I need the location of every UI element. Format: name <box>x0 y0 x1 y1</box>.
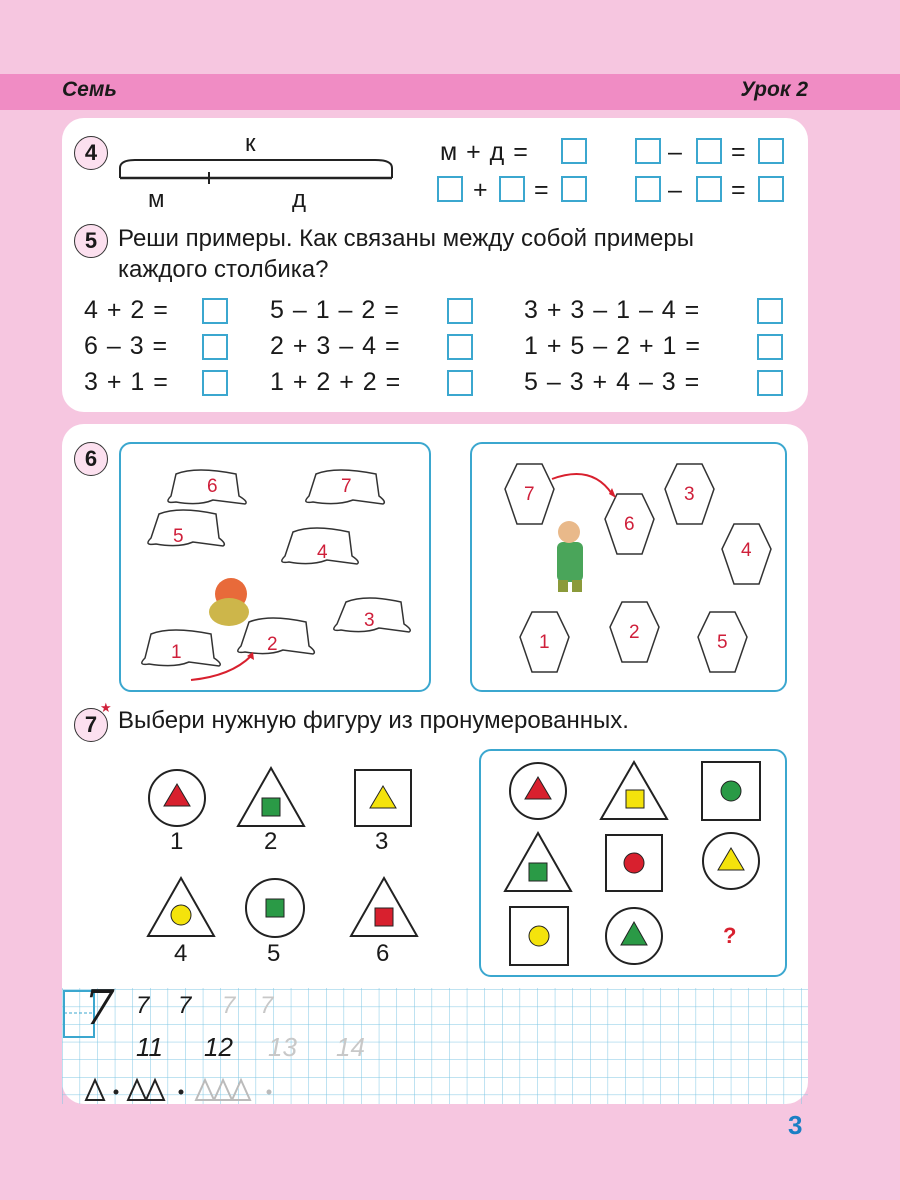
equals-sign: = <box>534 176 550 204</box>
lantern-number: 4 <box>741 540 752 561</box>
stump-number: 6 <box>207 476 218 497</box>
example-expr: 2 + 3 – 4 = <box>270 332 401 360</box>
copy-digit: 7 <box>178 992 192 1019</box>
task-7-text: Выбери нужную фигуру из пронумерованных. <box>118 707 629 734</box>
stump-number: 3 <box>364 610 375 631</box>
lantern-number: 1 <box>539 632 550 653</box>
lesson-title: Урок 2 <box>740 78 808 101</box>
stump-number: 7 <box>341 476 352 497</box>
equals-sign: = <box>731 176 747 204</box>
shape-puzzle <box>479 749 787 977</box>
stumps-picture <box>119 442 431 692</box>
task-6-number: 6 <box>74 442 108 476</box>
answer-box[interactable] <box>758 176 784 202</box>
example-expr: 4 + 2 = <box>84 296 169 324</box>
answer-box[interactable] <box>202 334 228 360</box>
option-number: 3 <box>375 828 389 855</box>
answer-box[interactable] <box>202 370 228 396</box>
example-expr: 3 + 3 – 1 – 4 = <box>524 296 701 324</box>
task4-expr-md: м + д = <box>440 138 529 166</box>
segment-diagram <box>115 150 400 190</box>
lantern-number: 2 <box>629 622 640 643</box>
example-expr: 6 – 3 = <box>84 332 169 360</box>
answer-box[interactable] <box>561 176 587 202</box>
writing-grid <box>62 980 808 1104</box>
lantern-number: 5 <box>717 632 728 653</box>
trace-digit: 7 <box>222 992 236 1019</box>
lantern-number: 6 <box>624 514 635 535</box>
task-5-number: 5 <box>74 224 108 258</box>
option-number: 6 <box>376 940 390 967</box>
plus-sign: + <box>473 176 489 204</box>
minus-sign: – <box>668 176 683 204</box>
number-write: 11 <box>136 1032 163 1062</box>
minus-sign: – <box>668 138 683 166</box>
stump-number: 2 <box>267 634 278 655</box>
number-trace: 13 <box>268 1032 297 1062</box>
task-5-text-line2: каждого столбика? <box>118 256 329 283</box>
example-expr: 1 + 2 + 2 = <box>270 368 402 396</box>
task-4-number: 4 <box>74 136 108 170</box>
option-number: 1 <box>170 828 184 855</box>
answer-box[interactable] <box>437 176 463 202</box>
answer-box[interactable] <box>696 176 722 202</box>
number-trace: 14 <box>336 1032 365 1062</box>
answer-box[interactable] <box>635 176 661 202</box>
option-number: 2 <box>264 828 278 855</box>
answer-box[interactable] <box>757 298 783 324</box>
lanterns-illustration <box>472 444 785 690</box>
puzzle-shapes <box>481 751 785 975</box>
lantern-number: 7 <box>524 484 535 505</box>
answer-box[interactable] <box>447 370 473 396</box>
example-expr: 5 – 3 + 4 – 3 = <box>524 368 701 396</box>
chapter-title: Семь <box>62 78 117 101</box>
option-number: 4 <box>174 940 188 967</box>
segment-label-k: к <box>245 130 256 157</box>
segment-label-m: м <box>148 186 165 213</box>
example-expr: 5 – 1 – 2 = <box>270 296 400 324</box>
number-write: 12 <box>204 1032 233 1062</box>
segment-label-d: д <box>292 186 307 213</box>
question-mark: ? <box>723 923 737 948</box>
task-5-text-line1: Реши примеры. Как связаны между собой примеры <box>118 225 694 252</box>
star-icon: ★ <box>100 700 112 715</box>
answer-box[interactable] <box>757 370 783 396</box>
example-expr: 3 + 1 = <box>84 368 169 396</box>
answer-box[interactable] <box>757 334 783 360</box>
option-number: 5 <box>267 940 281 967</box>
answer-box[interactable] <box>758 138 784 164</box>
equals-sign: = <box>731 138 747 166</box>
example-expr: 1 + 5 – 2 + 1 = <box>524 332 701 360</box>
answer-box[interactable] <box>561 138 587 164</box>
copy-digit: 7 <box>136 992 150 1019</box>
lanterns-picture <box>470 442 787 692</box>
stump-number: 5 <box>173 526 184 547</box>
trace-digit: 7 <box>260 992 274 1019</box>
answer-box[interactable] <box>447 298 473 324</box>
grid-lines <box>62 988 808 1104</box>
answer-box[interactable] <box>202 298 228 324</box>
answer-box[interactable] <box>499 176 525 202</box>
sample-digit: 7 <box>84 980 115 1036</box>
task-7-number: 7 <box>74 708 108 742</box>
stump-number: 4 <box>317 542 328 563</box>
answer-box[interactable] <box>635 138 661 164</box>
answer-box[interactable] <box>447 334 473 360</box>
lantern-number: 3 <box>684 484 695 505</box>
stump-number: 1 <box>171 642 182 663</box>
answer-box[interactable] <box>696 138 722 164</box>
page-number: 3 <box>788 1110 803 1140</box>
